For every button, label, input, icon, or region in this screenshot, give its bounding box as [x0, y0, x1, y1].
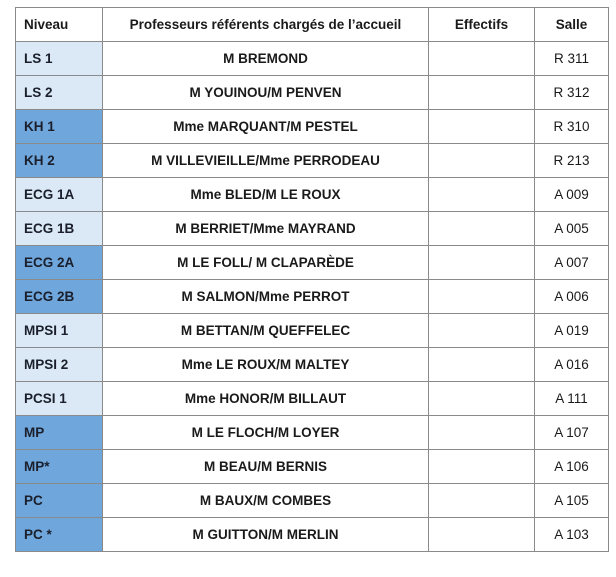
- cell-salle: A 111: [535, 382, 609, 416]
- cell-effectifs: [429, 144, 535, 178]
- cell-professeurs: M VILLEVIEILLE/Mme PERRODEAU: [103, 144, 429, 178]
- cell-effectifs: [429, 246, 535, 280]
- cell-salle: A 106: [535, 450, 609, 484]
- cell-effectifs: [429, 416, 535, 450]
- cell-professeurs: Mme HONOR/M BILLAUT: [103, 382, 429, 416]
- cell-effectifs: [429, 484, 535, 518]
- cell-effectifs: [429, 178, 535, 212]
- cell-professeurs: M SALMON/Mme PERROT: [103, 280, 429, 314]
- cell-niveau: PCSI 1: [16, 382, 103, 416]
- cell-professeurs: M LE FOLL/ M CLAPARÈDE: [103, 246, 429, 280]
- cell-professeurs: Mme BLED/M LE ROUX: [103, 178, 429, 212]
- header-niveau: Niveau: [16, 8, 103, 42]
- cell-salle: A 016: [535, 348, 609, 382]
- cell-salle: A 006: [535, 280, 609, 314]
- cell-salle: A 005: [535, 212, 609, 246]
- cell-niveau: MPSI 1: [16, 314, 103, 348]
- cell-effectifs: [429, 314, 535, 348]
- cell-effectifs: [429, 42, 535, 76]
- cell-professeurs: M BAUX/M COMBES: [103, 484, 429, 518]
- cell-salle: A 009: [535, 178, 609, 212]
- cell-effectifs: [429, 450, 535, 484]
- cell-effectifs: [429, 110, 535, 144]
- table-row: [16, 110, 609, 144]
- cell-professeurs: M BREMOND: [103, 42, 429, 76]
- cell-effectifs: [429, 280, 535, 314]
- table-row: [16, 348, 609, 382]
- table-row: [16, 484, 609, 518]
- cell-niveau: PC: [16, 484, 103, 518]
- table-row: [16, 144, 609, 178]
- cell-niveau: MP*: [16, 450, 103, 484]
- cell-professeurs: M GUITTON/M MERLIN: [103, 518, 429, 552]
- cell-niveau: ECG 2B: [16, 280, 103, 314]
- cell-professeurs: Mme LE ROUX/M MALTEY: [103, 348, 429, 382]
- cell-salle: R 311: [535, 42, 609, 76]
- cell-niveau: ECG 2A: [16, 246, 103, 280]
- cell-professeurs: Mme MARQUANT/M PESTEL: [103, 110, 429, 144]
- table-row: [16, 42, 609, 76]
- cell-niveau: MP: [16, 416, 103, 450]
- cell-niveau: LS 2: [16, 76, 103, 110]
- table-row: [16, 280, 609, 314]
- cell-niveau: MPSI 2: [16, 348, 103, 382]
- cell-salle: A 019: [535, 314, 609, 348]
- cell-niveau: LS 1: [16, 42, 103, 76]
- cell-salle: A 103: [535, 518, 609, 552]
- table-row: [16, 518, 609, 552]
- cell-salle: R 213: [535, 144, 609, 178]
- cell-salle: R 312: [535, 76, 609, 110]
- cell-niveau: ECG 1A: [16, 178, 103, 212]
- cell-effectifs: [429, 212, 535, 246]
- table-row: [16, 76, 609, 110]
- table-row: [16, 212, 609, 246]
- table-row: [16, 382, 609, 416]
- table-header-row: [16, 8, 609, 42]
- cell-professeurs: M BEAU/M BERNIS: [103, 450, 429, 484]
- header-professeurs: Professeurs référents chargés de l’accueil: [103, 8, 429, 42]
- table-row: [16, 178, 609, 212]
- cell-professeurs: M BETTAN/M QUEFFELEC: [103, 314, 429, 348]
- table-row: [16, 314, 609, 348]
- cell-professeurs: M YOUINOU/M PENVEN: [103, 76, 429, 110]
- cell-salle: A 105: [535, 484, 609, 518]
- table-row: [16, 450, 609, 484]
- cell-effectifs: [429, 382, 535, 416]
- cell-effectifs: [429, 76, 535, 110]
- cell-professeurs: M LE FLOCH/M LOYER: [103, 416, 429, 450]
- accueil-table: [15, 7, 609, 552]
- cell-salle: A 007: [535, 246, 609, 280]
- cell-niveau: ECG 1B: [16, 212, 103, 246]
- cell-niveau: KH 2: [16, 144, 103, 178]
- document-page: [15, 7, 609, 552]
- cell-effectifs: [429, 518, 535, 552]
- table-body: [16, 42, 609, 552]
- table-row: [16, 416, 609, 450]
- header-effectifs: Effectifs: [429, 8, 535, 42]
- cell-niveau: KH 1: [16, 110, 103, 144]
- cell-niveau: PC *: [16, 518, 103, 552]
- cell-professeurs: M BERRIET/Mme MAYRAND: [103, 212, 429, 246]
- cell-effectifs: [429, 348, 535, 382]
- cell-salle: A 107: [535, 416, 609, 450]
- cell-salle: R 310: [535, 110, 609, 144]
- table-row: [16, 246, 609, 280]
- header-salle: Salle: [535, 8, 609, 42]
